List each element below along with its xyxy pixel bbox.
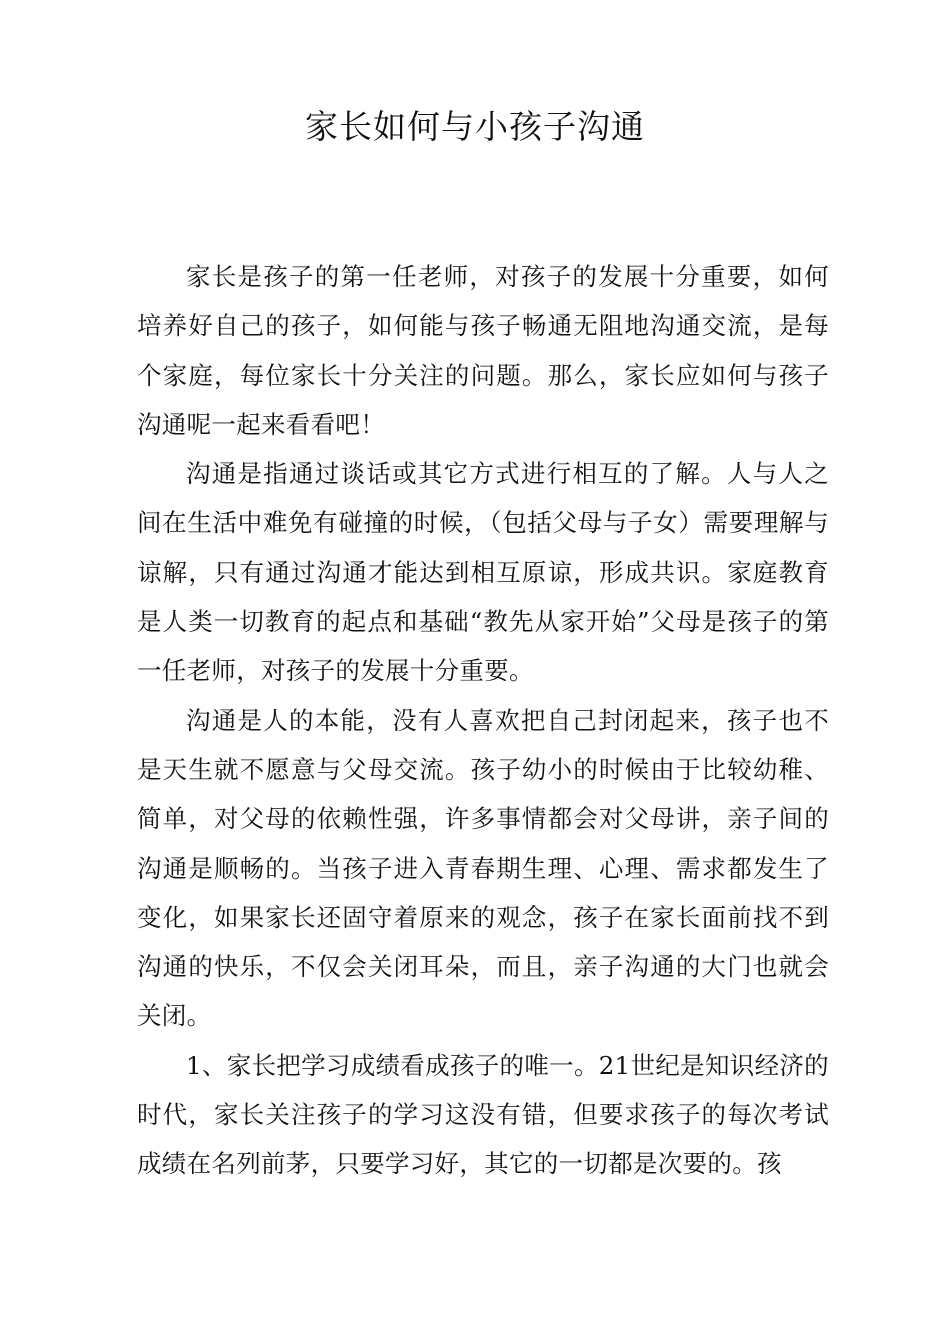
document-body	[137, 252, 829, 1189]
document-title: 家长如何与小孩子沟通	[305, 107, 645, 146]
paragraph-1: 家长是孩子的第一任老师，对孩子的发展十分重要，如何培养好自己的孩子，如何能与孩子畅通无阻地沟通交流，是每个家庭，每位家长十分关注的问题。那么，家长应如何与孩子沟通呢一起来看看吧！	[137, 262, 829, 439]
paragraph-3: 沟通是人的本能，没有人喜欢把自己封闭起来，孩子也不是天生就不愿意与父母交流。孩子幼小的时候由于比较幼稚、简单，对父母的依赖性强，许多事情都会对父母讲，亲子间的沟通是顺畅的。当孩子进入青春期生理、心理、需求都发生了变化，如果家长还固守着原来的观念，孩子在家长面前找不到沟通的快乐，不仅会关闭耳朵，而且，亲子沟通的大门也就会关闭。	[137, 705, 829, 1031]
paragraph-2: 沟通是指通过谈话或其它方式进行相互的了解。人与人之间在生活中难免有碰撞的时候，（包括父母与子女）需要理解与谅解，只有通过沟通才能达到相互原谅，形成共识。家庭教育是人类一切教育的起点和基础“教先从家开始”父母是孩子的第一任老师，对孩子的发展十分重要。	[137, 459, 829, 686]
paragraph-4: 1、家长把学习成绩看成孩子的唯一。21世纪是知识经济的时代，家长关注孩子的学习这没有错，但要求孩子的每次考试成绩在名列前茅，只要学习好，其它的一切都是次要的。孩	[137, 1050, 829, 1179]
